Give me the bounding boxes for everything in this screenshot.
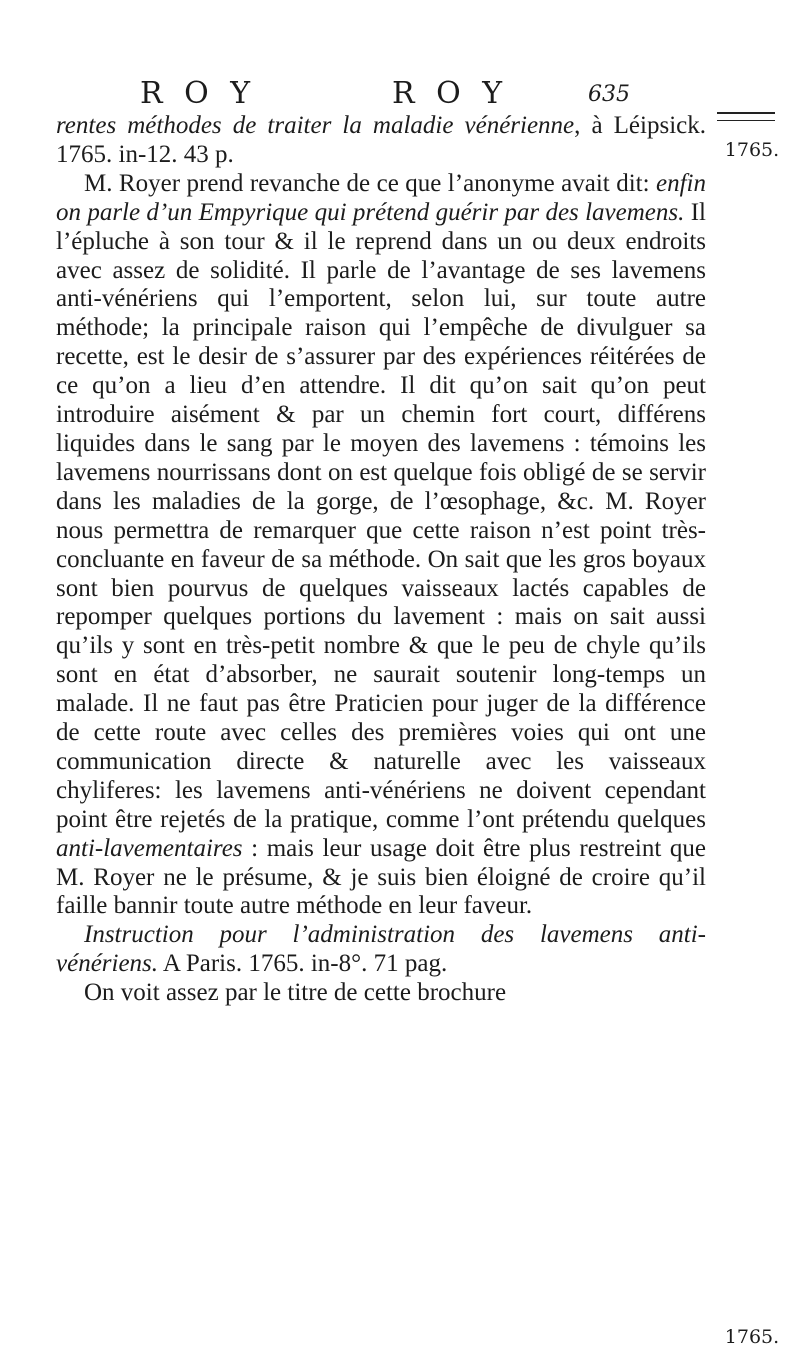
paragraph-review	[56, 170, 706, 922]
margin-year-top: 1765.	[724, 139, 780, 161]
paragraph-title-continuation	[56, 112, 706, 170]
citation-title: Instruction pour l’administration des lavemens anti-vénériens.	[56, 921, 706, 978]
header-left-word: R O Y	[140, 76, 257, 111]
header-right-word: R O Y	[392, 76, 509, 111]
review-part-c: : mais leur usage doit être plus restreint que M. Royer ne le présume, & je suis bien éloigné de croire qu’il faille bannir toute autre méthode en leur faveur.	[56, 834, 706, 920]
review-italic-term: anti-lavementaires	[56, 834, 243, 862]
title-italic: rentes méthodes de traiter la maladie vénérienne	[56, 112, 575, 139]
review-part-b: Il l’épluche à son tour & il le reprend dans un ou deux endroits avec assez de solidité. Il parle de l’avantage de ses lavemens anti-vénériens qui l’emportent, selon lui, sur toute autre méthode; la principale raison qui l’empêche de divulguer sa recette, est le desir de s’assurer par des expériences réitérées de ce qu’on a lieu d’en attendre. Il dit qu’on sait qu’on peut introduire aisément & par un chemin fort court, différens liquides dans le sang par le moyen des lavemens : témoins les lavemens nourrissans dont on est quelque fois obligé de se servir dans les maladies de la gorge, de l’œsophage, &c. M. Royer nous permettra de remarquer que cette raison n’est point très-concluante en faveur de sa méthode. On sait que les gros boyaux sont bien pourvus de quelques vaisseaux lactés capables de repomper quelques portions du lavement : mais on sait aussi qu’ils y sont en très-petit nombre & que le peu de chyle qu’ils sont en état d’absorber, ne saurait soutenir long-temps un malade. Il ne faut pas être Praticien pour juger de la différence de cette route avec celles des premières voies qui ont une communication directe & naturelle avec les vaisseaux chyliferes: les lavemens anti-vénériens ne doivent cependant point être rejetés de la pratique, comme l’ont prétendu quelques	[56, 198, 706, 833]
running-header	[140, 76, 640, 112]
paragraph-last-line: On voit assez par le titre de cette brochure	[84, 979, 507, 1007]
citation-rest: A Paris. 1765. in-8°. 71 pag.	[158, 950, 448, 978]
review-quote: enfin on parle d’un Empyrique qui prétend guérir par des lavemens.	[56, 169, 706, 226]
title-rest: , à Léipsick. 1765. in-12. 43 p.	[56, 112, 706, 168]
margin-rule	[717, 112, 775, 121]
margin-year-bottom: 1765.	[724, 1326, 780, 1348]
review-part-a: M. Royer prend revanche de ce que l’anonyme avait dit:	[84, 169, 656, 197]
page-number: 635	[588, 82, 630, 107]
paragraph-citation	[56, 921, 706, 979]
body-text	[56, 112, 706, 1008]
